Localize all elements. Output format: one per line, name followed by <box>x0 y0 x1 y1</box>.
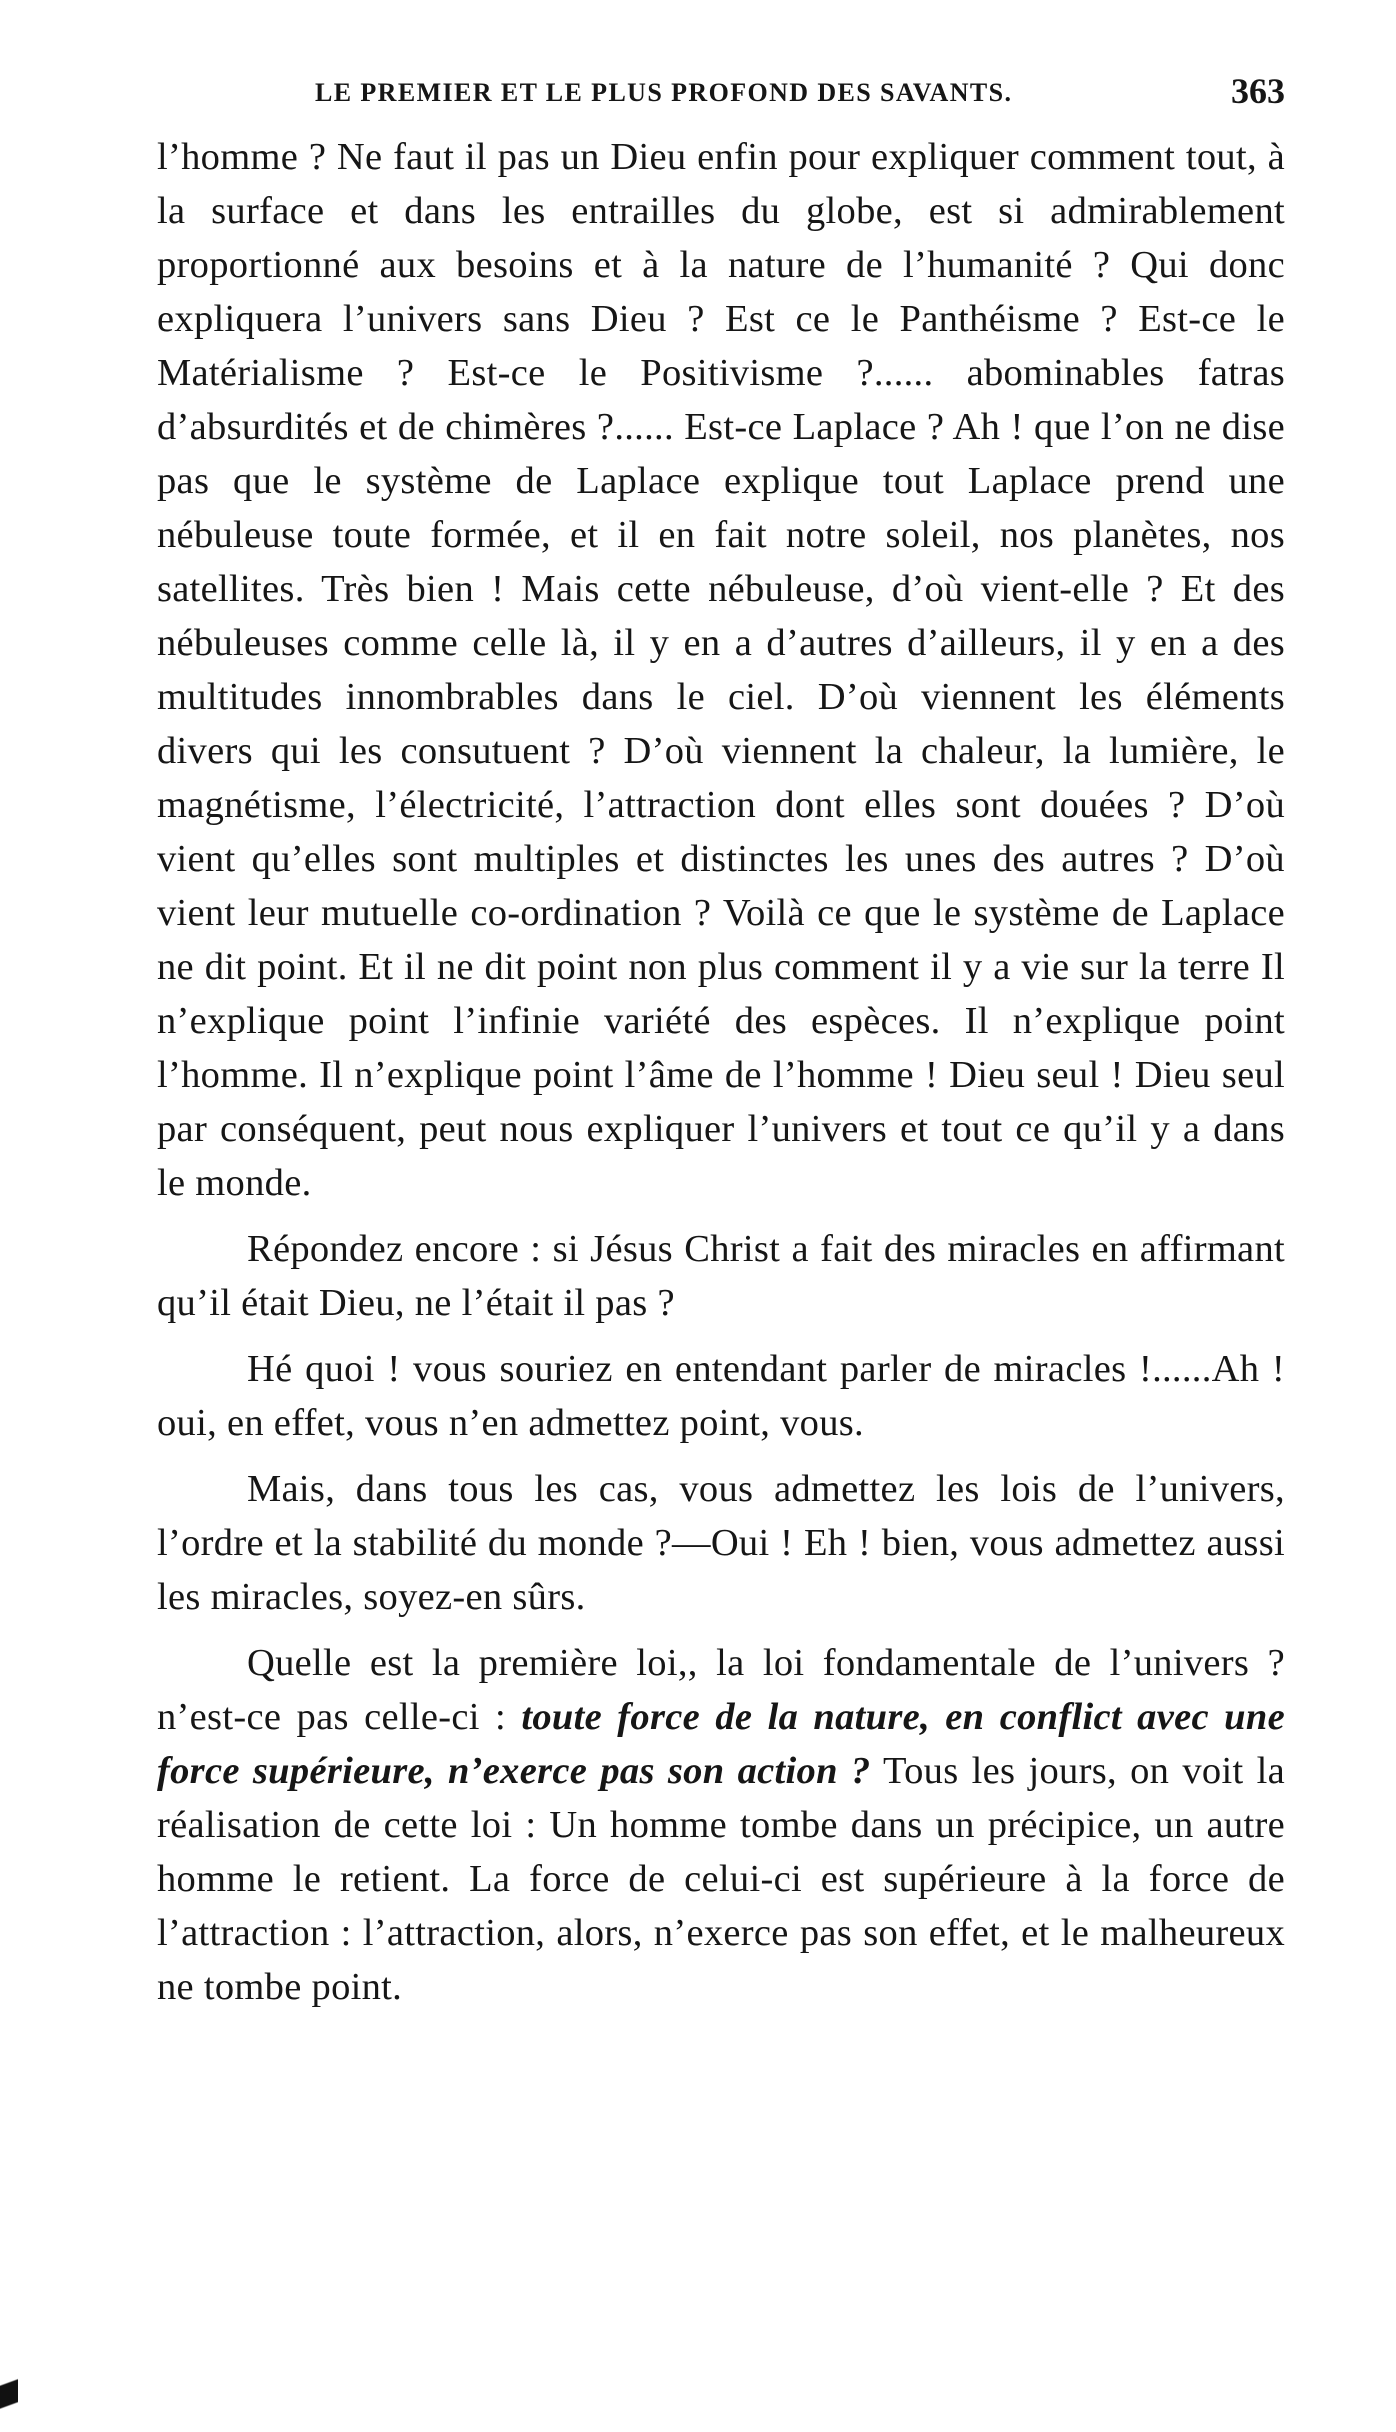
paragraph-4: Mais, dans tous les cas, vous admettez les lois de l’univers, l’ordre et la stabilité du monde ?—Oui ! Eh ! bien, vous admettez aussi les miracles, soyez-en sûrs. <box>157 1468 1285 1618</box>
page-number: 363 <box>1231 71 1285 111</box>
paragraph-5-rest: Tous les jours, on voit la réalisation de cette loi : Un homme tombe dans un précipice, un autre homme le retient. La force de celui-ci est supérieure à la force de l’attraction : l’attraction, alors, n’exerce pas son effet, et le malheureux ne tombe point. <box>157 1750 1286 2008</box>
body-text <box>157 130 1285 2026</box>
paragraph-3: Hé quoi ! vous souriez en entendant parler de miracles !......Ah ! oui, en effet, vous n’en admettez point, vous. <box>157 1348 1285 1444</box>
paragraph-1: l’homme ? Ne faut il pas un Dieu enfin pour expliquer comment tout, à la surface et dans les entrailles du globe, est si admirablement proportionné aux besoins et à la nature de l’humanité ? Qui donc expliquera l’univers sans Dieu ? Est ce le Panthéisme ? Est-ce le Matérialisme ? Est-ce le Positivisme ?...... abominables fatras d’absurdités et de chimères ?...... Est-ce Laplace ? Ah ! que l’on ne dise pas que le système de Laplace explique tout Laplace prend une nébuleuse toute formée, et il en fait notre soleil, nos planètes, nos satellites. Très bien ! Mais cette nébuleuse, d’où vient-elle ? Et des nébuleuses comme celle là, il y en a d’autres d’ailleurs, il y en a des multitudes innombrables dans le ciel. D’où viennent les éléments divers qui les consutuent ? D’où viennent la chaleur, la lumière, le magnétisme, l’électricité, l’attraction dont elles sont douées ? D’où vient qu’elles sont multiples et distinctes les unes des autres ? D’où vient leur mutuelle co-ordination ? Voilà ce que le système de Laplace ne dit point. Et il ne dit point non plus comment il y a vie sur la terre Il n’explique point l’infinie variété des espèces. Il n’explique point l’homme. Il n’explique point l’âme de l’homme ! Dieu seul ! Dieu seul par conséquent, peut nous expliquer l’univers et tout ce qu’il y a dans le monde. <box>157 136 1285 1204</box>
paragraph-5 <box>157 1636 1285 2014</box>
running-head: LE PREMIER ET LE PLUS PROFOND DES SAVANTS. <box>315 78 1013 107</box>
paragraph-5-lead: Quelle est la première loi,, la loi fondamentale de l’univers ? n’est-ce pas celle-ci : <box>157 1642 1285 1738</box>
page-header <box>155 70 1285 120</box>
scan-edge-mark <box>0 2362 18 2432</box>
paragraph-2: Répondez encore : si Jésus Christ a fait des miracles en affirmant qu’il était Dieu, ne l’était il pas ? <box>157 1228 1285 1324</box>
italic-law-statement: toute force de la nature, en conflict avec une force supérieure, n’exerce pas son action ? <box>157 1696 1285 1792</box>
